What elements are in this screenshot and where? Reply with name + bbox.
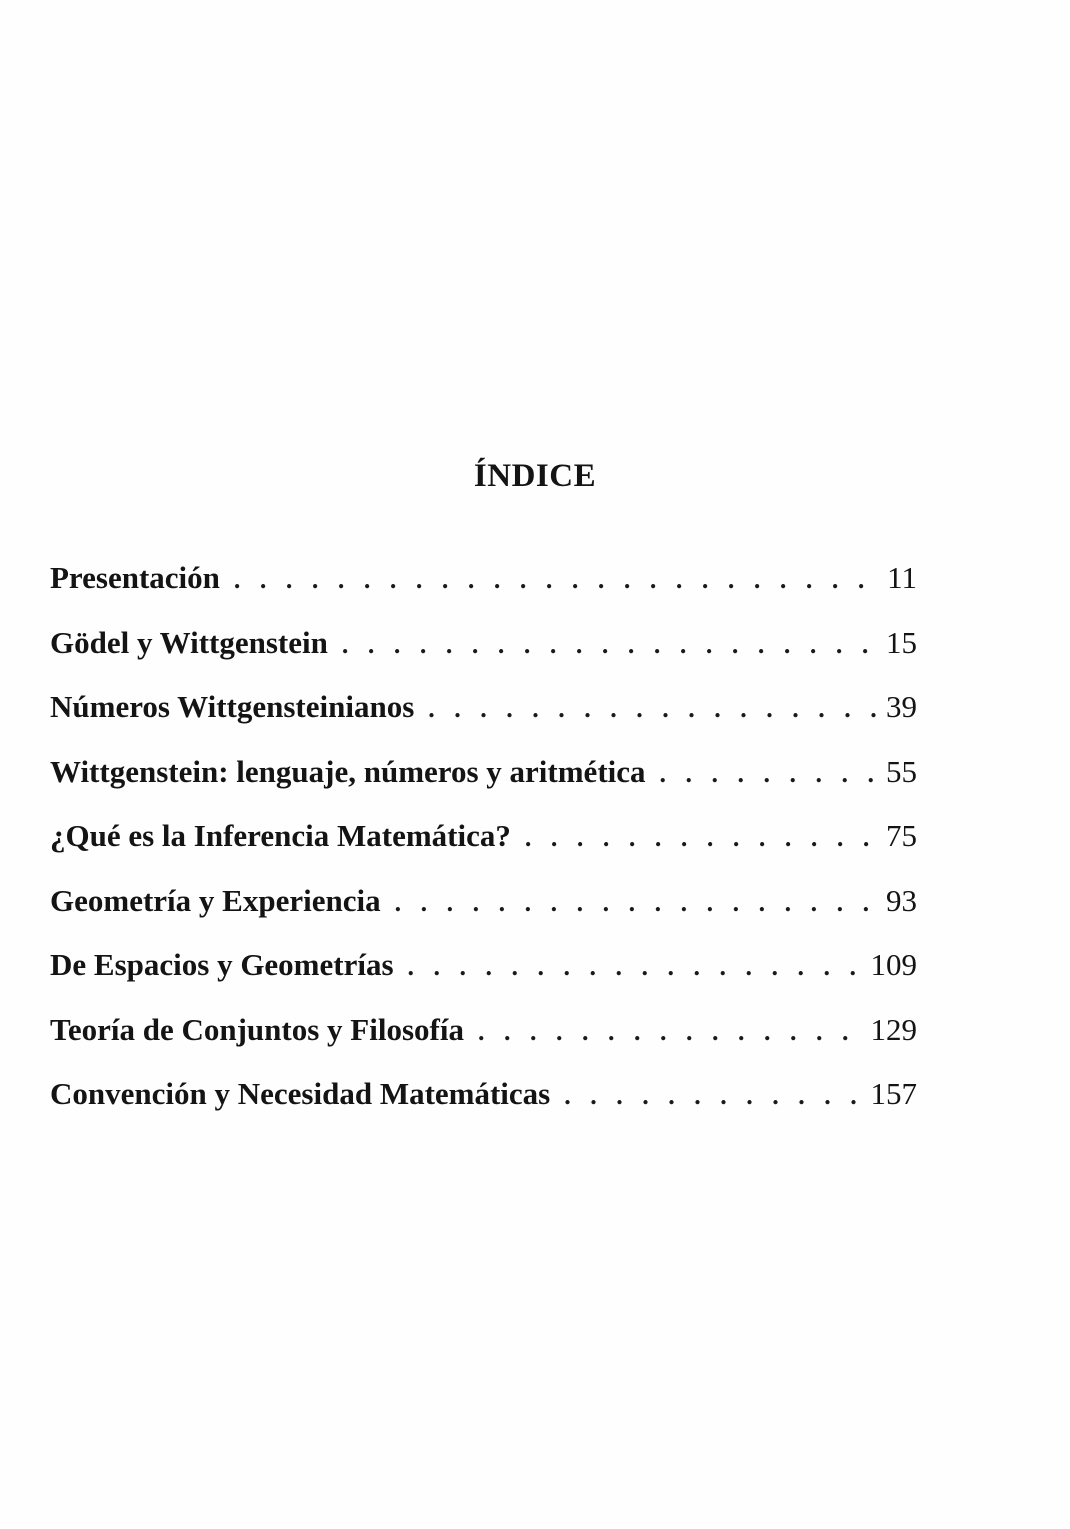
toc-entry-title: Gödel y Wittgenstein xyxy=(50,624,328,660)
dot-leader xyxy=(525,823,876,853)
toc-entry-title: Wittgenstein: lenguaje, números y aritmética xyxy=(50,753,646,789)
toc-entry-page: 55 xyxy=(886,753,917,789)
toc-entry-page: 39 xyxy=(886,689,917,724)
toc-entry xyxy=(50,560,917,625)
toc-entry-page: 15 xyxy=(886,624,917,660)
toc-entry-page: 75 xyxy=(886,818,917,853)
toc-entry xyxy=(50,754,917,819)
toc-entry-page: 109 xyxy=(870,947,917,982)
toc-entry-title: Números Wittgensteinianos xyxy=(50,689,415,724)
toc-entry xyxy=(50,625,917,690)
toc-entry-title: Teoría de Conjuntos y Filosofía xyxy=(50,1011,464,1047)
toc-entry xyxy=(50,947,917,1012)
dot-leader xyxy=(660,759,876,789)
toc-entry xyxy=(50,883,917,948)
toc-entry-title: De Espacios y Geometrías xyxy=(50,947,394,982)
dot-leader xyxy=(564,1081,860,1111)
page-title: ÍNDICE xyxy=(473,458,597,494)
dot-leader xyxy=(408,952,861,982)
dot-leader xyxy=(395,888,876,918)
toc-entry xyxy=(50,818,917,883)
toc-entry-page: 93 xyxy=(886,882,917,918)
dot-leader xyxy=(428,694,876,724)
toc-entry xyxy=(50,1012,917,1077)
dot-leader xyxy=(342,630,876,660)
toc-entry-page: 157 xyxy=(870,1076,917,1111)
toc-entry-page: 129 xyxy=(870,1011,917,1047)
toc-entry-title: Presentación xyxy=(50,560,220,595)
toc-entry-title: Geometría y Experiencia xyxy=(50,882,381,918)
table-of-contents xyxy=(50,560,917,1141)
toc-entry-title: ¿Qué es la Inferencia Matemática? xyxy=(50,818,511,853)
toc-entry xyxy=(50,689,917,754)
toc-entry-page: 11 xyxy=(887,560,917,595)
toc-entry xyxy=(50,1076,917,1141)
dot-leader xyxy=(478,1017,861,1047)
toc-entry-title: Convención y Necesidad Matemáticas xyxy=(50,1076,551,1111)
dot-leader xyxy=(234,565,877,595)
